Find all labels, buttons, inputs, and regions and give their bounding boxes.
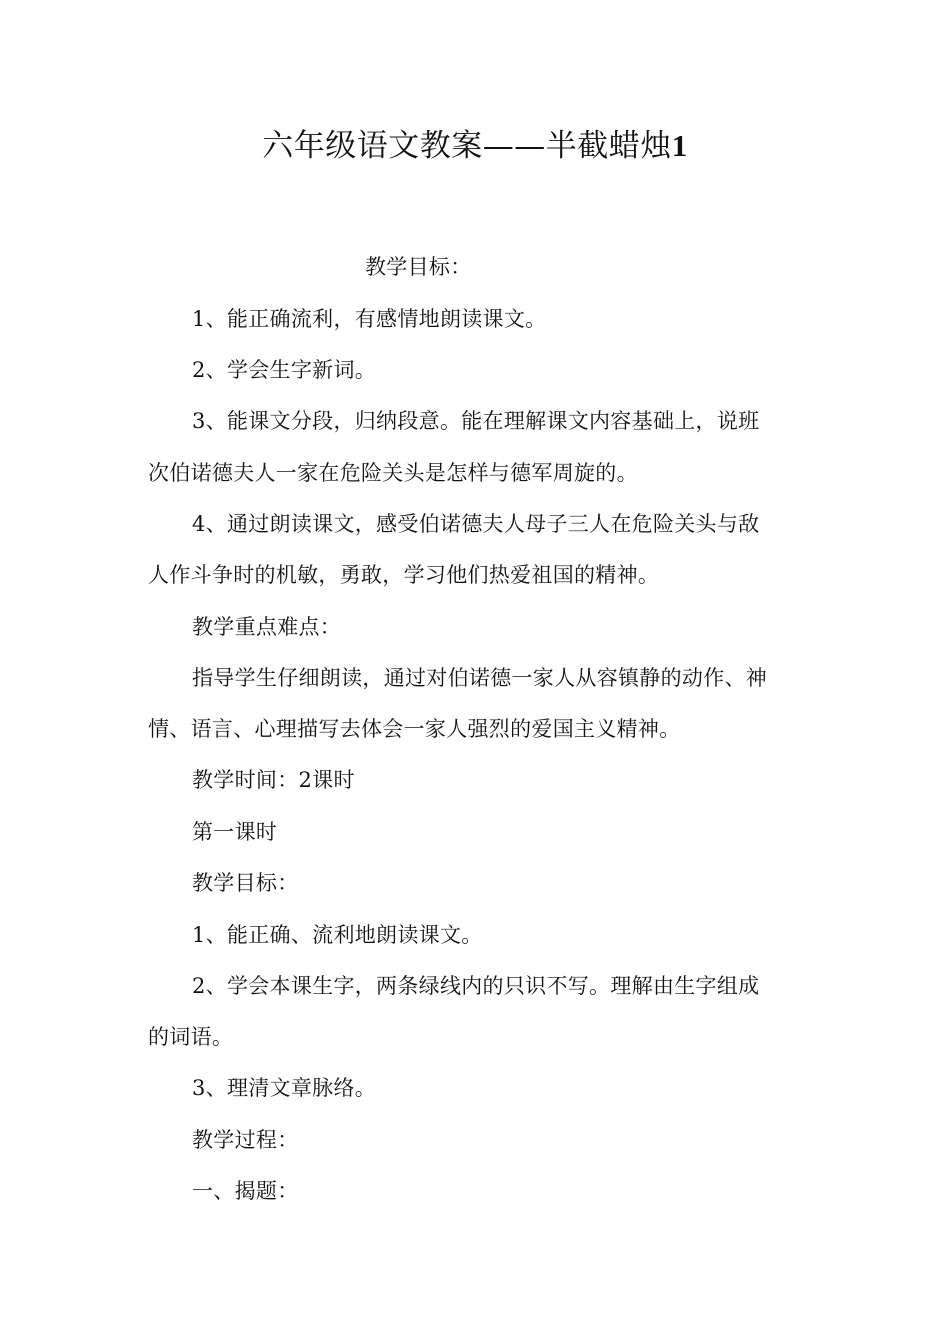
paragraph-continuation: 的词语。 (148, 1025, 234, 1049)
paragraph: 1、能正确流利，有感情地朗读课文。 (192, 307, 547, 331)
paragraph-continuation: 次伯诺德夫人一家在危险关头是怎样与德军周旋的。 (148, 461, 638, 485)
section-heading: 一、揭题： (192, 1179, 299, 1203)
document-title (0, 122, 950, 170)
paragraph: 指导学生仔细朗读，通过对伯诺德一家人从容镇静的动作、神 (192, 666, 768, 690)
key-points-heading: 教学重点难点： (192, 615, 342, 639)
paragraph: 3、能课文分段，归纳段意。能在理解课文内容基础上，说班 (192, 409, 760, 433)
process-heading: 教学过程： (192, 1128, 299, 1152)
teaching-time: 教学时间：2课时 (192, 768, 355, 792)
objectives-heading: 教学目标： (365, 255, 472, 279)
paragraph: 4、通过朗读课文，感受伯诺德夫人母子三人在危险关头与敌 (192, 512, 760, 536)
paragraph-continuation: 人作斗争时的机敏，勇敢，学习他们热爱祖国的精神。 (148, 563, 660, 587)
paragraph: 2、学会生字新词。 (192, 358, 377, 382)
title-number: 1 (671, 128, 688, 163)
objectives-heading: 教学目标： (192, 871, 299, 895)
paragraph-continuation: 情、语言、心理描写去体会一家人强烈的爱国主义精神。 (148, 717, 681, 741)
paragraph: 2、学会本课生字，两条绿线内的只识不写。理解由生字组成 (192, 974, 760, 998)
lesson-heading: 第一课时 (192, 820, 278, 844)
paragraph: 3、理清文章脉络。 (192, 1076, 377, 1100)
paragraph: 1、能正确、流利地朗读课文。 (192, 923, 483, 947)
title-text: 六年级语文教案——半截蜡烛 (262, 128, 672, 164)
